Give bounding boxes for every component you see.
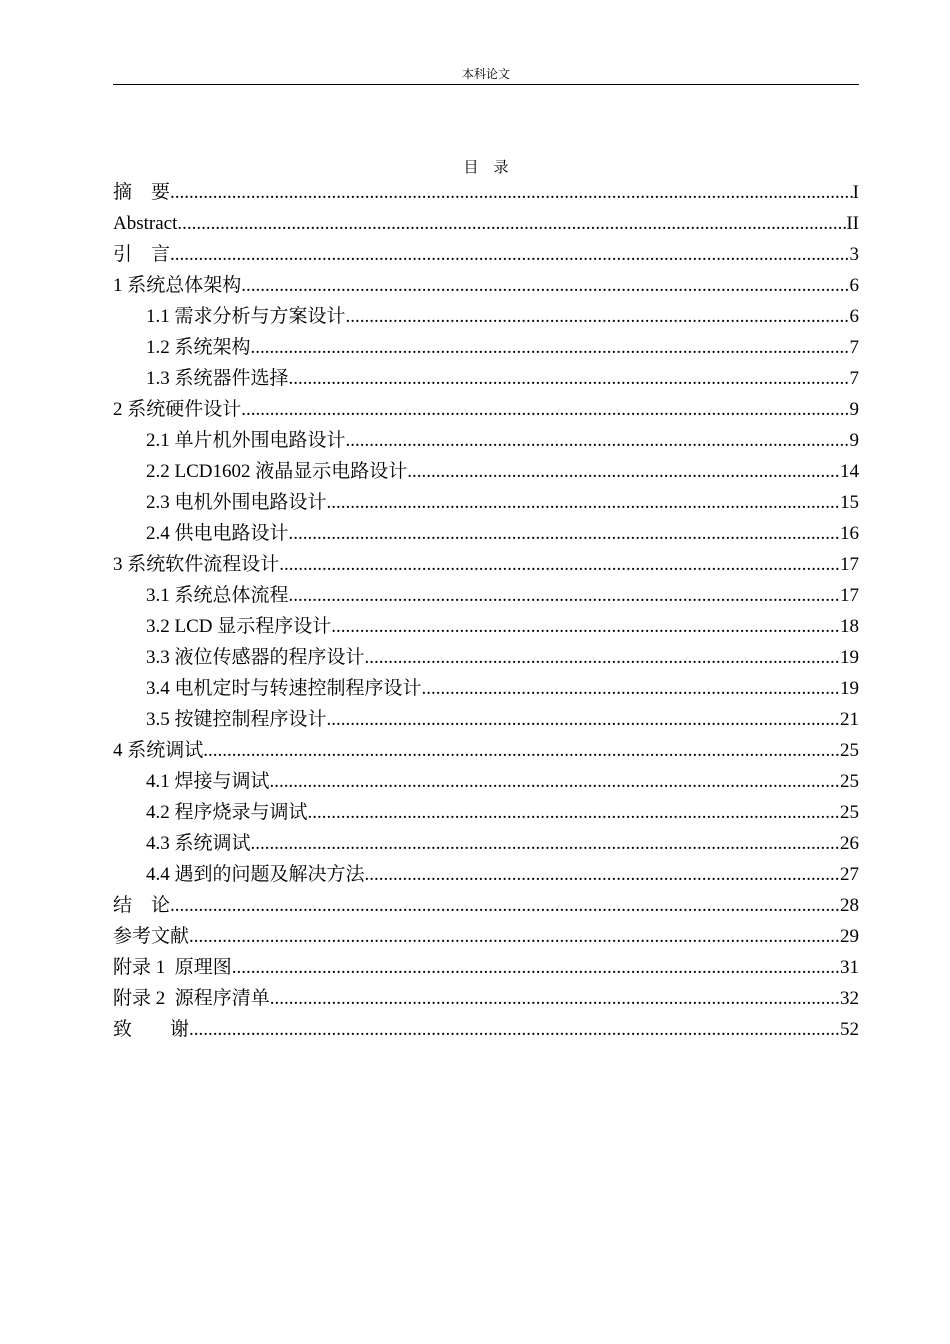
toc-dot-leader (365, 859, 840, 890)
toc-list (113, 177, 859, 1045)
toc-dot-leader (279, 549, 840, 580)
toc-entry-page-number: 6 (849, 306, 859, 327)
toc-entry-label: 4.1 焊接与调试 (146, 771, 270, 792)
toc-entry[interactable] (113, 518, 859, 549)
toc-dot-leader (346, 425, 850, 456)
toc-entry-label: 3.5 按键控制程序设计 (146, 709, 327, 730)
toc-entry-label: 3 系统软件流程设计 (113, 554, 280, 575)
toc-entry-page-number: 14 (840, 461, 859, 482)
toc-entry-label: 2.1 单片机外围电路设计 (146, 430, 346, 451)
toc-entry[interactable] (113, 735, 859, 766)
toc-entry[interactable] (113, 487, 859, 518)
toc-entry[interactable] (113, 239, 859, 270)
toc-entry[interactable] (113, 580, 859, 611)
toc-dot-leader (170, 239, 849, 270)
toc-entry-page-number: 31 (840, 957, 859, 978)
toc-entry[interactable] (113, 859, 859, 890)
toc-dot-leader (203, 735, 840, 766)
toc-dot-leader (189, 921, 840, 952)
toc-entry-page-number: 9 (849, 399, 859, 420)
toc-entry[interactable] (113, 890, 859, 921)
toc-entry-label: 引 言 (113, 244, 171, 265)
toc-entry[interactable] (113, 363, 859, 394)
toc-entry-label: 3.3 液位传感器的程序设计 (146, 647, 365, 668)
toc-entry-page-number: 25 (840, 771, 859, 792)
page-header: 本科论文 (461, 67, 510, 81)
toc-dot-leader (289, 580, 840, 611)
toc-title: 目 录 (463, 160, 509, 176)
toc-entry-label: 摘 要 (113, 182, 171, 203)
toc-entry[interactable] (113, 270, 859, 301)
toc-dot-leader (308, 797, 840, 828)
header-rule (113, 84, 859, 85)
toc-dot-leader (407, 456, 840, 487)
toc-entry-page-number: 16 (840, 523, 859, 544)
toc-entry-label: 4.3 系统调试 (146, 833, 251, 854)
toc-entry-page-number: 25 (840, 740, 859, 761)
toc-dot-leader (422, 673, 840, 704)
toc-entry-page-number: 26 (840, 833, 859, 854)
toc-dot-leader (365, 642, 840, 673)
toc-entry[interactable] (113, 456, 859, 487)
toc-entry-page-number: 52 (840, 1019, 859, 1040)
toc-entry[interactable] (113, 208, 859, 239)
toc-entry-page-number: 9 (849, 430, 859, 451)
toc-entry[interactable] (113, 673, 859, 704)
toc-entry-label: 3.2 LCD 显示程序设计 (146, 616, 332, 637)
toc-dot-leader (170, 890, 840, 921)
toc-entry-page-number: 32 (840, 988, 859, 1009)
toc-entry-label: 2.4 供电电路设计 (146, 523, 289, 544)
toc-entry-page-number: 21 (840, 709, 859, 730)
toc-entry-label: 2.3 电机外围电路设计 (146, 492, 327, 513)
toc-dot-leader (270, 766, 840, 797)
toc-entry[interactable] (113, 704, 859, 735)
toc-dot-leader (270, 983, 840, 1014)
toc-entry-label: 2 系统硬件设计 (113, 399, 242, 420)
toc-dot-leader (177, 208, 846, 239)
toc-entry-label: 4.4 遇到的问题及解决方法 (146, 864, 365, 885)
toc-entry[interactable] (113, 952, 859, 983)
toc-dot-leader (232, 952, 840, 983)
toc-dot-leader (346, 301, 850, 332)
toc-dot-leader (289, 518, 840, 549)
toc-entry-page-number: 25 (840, 802, 859, 823)
toc-entry-label: Abstract (113, 213, 178, 234)
toc-entry-label: 2.2 LCD1602 液晶显示电路设计 (146, 461, 408, 482)
toc-entry-label: 3.4 电机定时与转速控制程序设计 (146, 678, 422, 699)
toc-entry-page-number: 17 (840, 585, 859, 606)
toc-entry-label: 1 系统总体架构 (113, 275, 242, 296)
toc-entry[interactable] (113, 549, 859, 580)
toc-entry-page-number: 28 (840, 895, 859, 916)
toc-entry-page-number: 7 (849, 337, 859, 358)
toc-entry-label: 附录 2 源程序清单 (113, 988, 270, 1009)
toc-entry-page-number: 7 (849, 368, 859, 389)
toc-entry-label: 致 谢 (113, 1019, 190, 1040)
toc-entry-label: 1.3 系统器件选择 (146, 368, 289, 389)
toc-dot-leader (327, 487, 840, 518)
toc-entry[interactable] (113, 828, 859, 859)
toc-entry-page-number: I (852, 182, 859, 203)
toc-entry[interactable] (113, 642, 859, 673)
toc-dot-leader (289, 363, 850, 394)
toc-dot-leader (327, 704, 840, 735)
toc-entry[interactable] (113, 611, 859, 642)
toc-entry-label: 结 论 (113, 895, 171, 916)
toc-entry[interactable] (113, 797, 859, 828)
toc-dot-leader (241, 394, 849, 425)
toc-entry[interactable] (113, 425, 859, 456)
toc-entry-page-number: 19 (840, 647, 859, 668)
toc-entry-page-number: 3 (849, 244, 859, 265)
toc-dot-leader (251, 828, 840, 859)
toc-entry-page-number: 19 (840, 678, 859, 699)
toc-entry[interactable] (113, 983, 859, 1014)
toc-entry[interactable] (113, 1014, 859, 1045)
toc-entry-label: 4 系统调试 (113, 740, 204, 761)
toc-entry[interactable] (113, 394, 859, 425)
toc-entry-page-number: 6 (849, 275, 859, 296)
toc-entry[interactable] (113, 301, 859, 332)
toc-entry-page-number: 17 (840, 554, 859, 575)
toc-entry[interactable] (113, 921, 859, 952)
toc-entry-label: 参考文献 (113, 926, 190, 947)
toc-entry-page-number: 29 (840, 926, 859, 947)
toc-dot-leader (331, 611, 840, 642)
toc-entry-label: 4.2 程序烧录与调试 (146, 802, 308, 823)
toc-entry-page-number: 27 (840, 864, 859, 885)
toc-entry-page-number: 15 (840, 492, 859, 513)
toc-entry-page-number: 18 (840, 616, 859, 637)
toc-entry-page-number: II (846, 213, 859, 234)
toc-entry[interactable] (113, 766, 859, 797)
toc-dot-leader (251, 332, 850, 363)
toc-entry-label: 1.2 系统架构 (146, 337, 251, 358)
toc-entry-label: 3.1 系统总体流程 (146, 585, 289, 606)
toc-dot-leader (189, 1014, 840, 1045)
toc-entry[interactable] (113, 177, 859, 208)
toc-entry-label: 1.1 需求分析与方案设计 (146, 306, 346, 327)
toc-entry-label: 附录 1 原理图 (113, 957, 232, 978)
toc-entry[interactable] (113, 332, 859, 363)
toc-dot-leader (241, 270, 849, 301)
toc-dot-leader (170, 177, 853, 208)
